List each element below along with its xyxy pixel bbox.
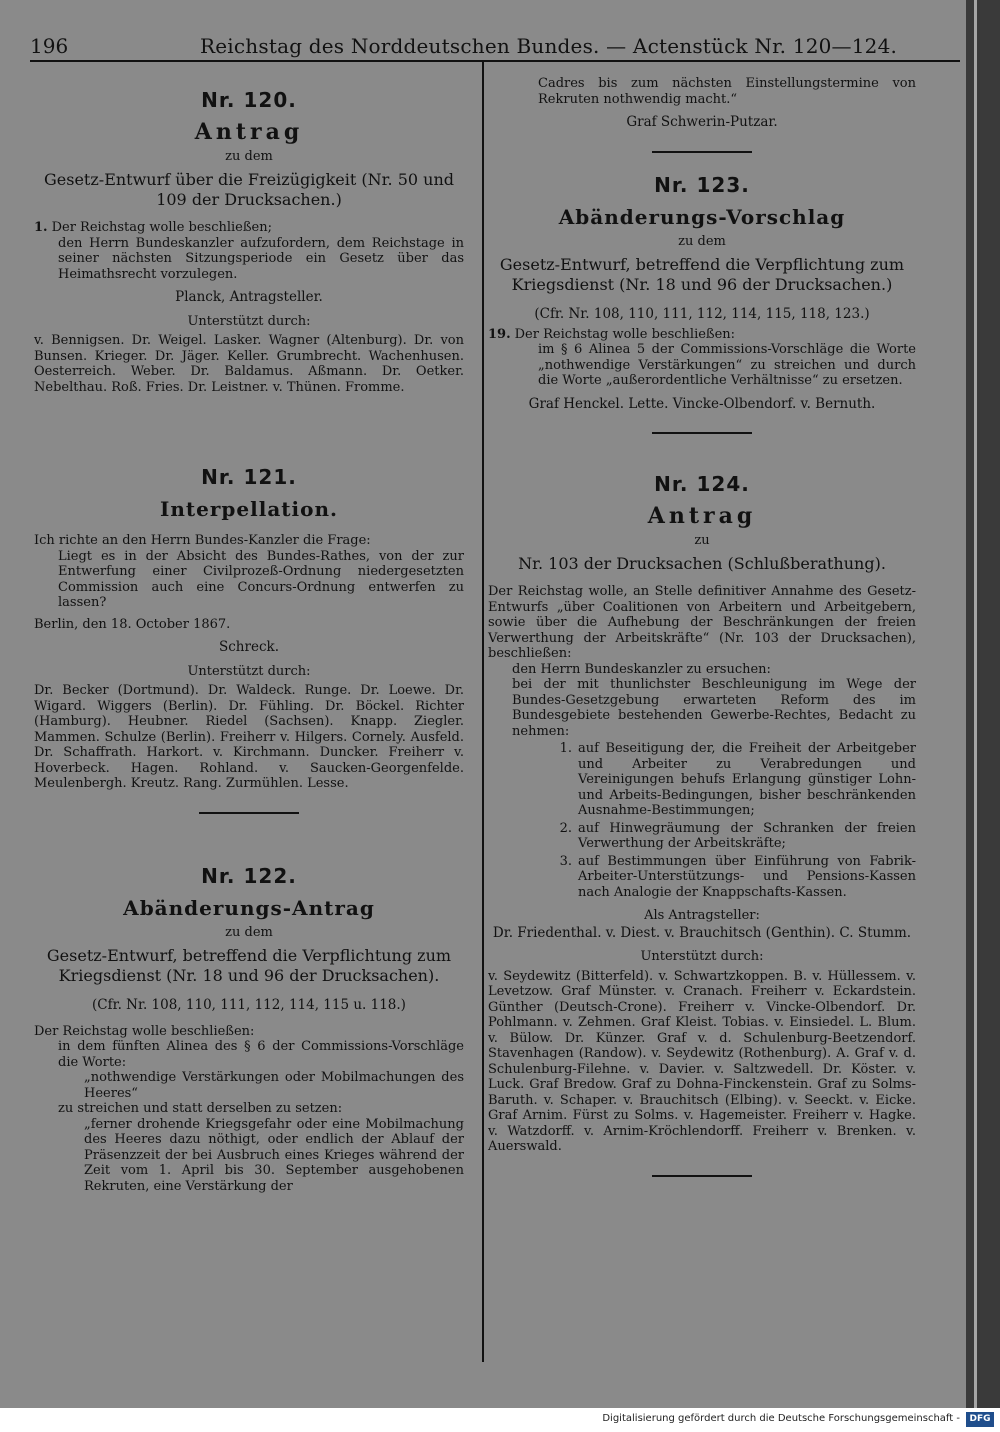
document-nr-124 — [488, 472, 916, 1155]
supported-heading: Unterstützt durch: — [187, 663, 311, 679]
spacer — [488, 434, 916, 472]
document-nr-121 — [34, 465, 464, 792]
cross-reference: (Cfr. Nr. 108, 110, 111, 112, 114, 115, 118, 123.) — [534, 305, 870, 322]
signatures: Graf Henckel. Lette. Vincke-Olbendorf. v. Bernuth. — [528, 395, 876, 412]
paragraph-label: 1. — [34, 220, 48, 235]
section-separator — [652, 1175, 752, 1177]
section-separator — [652, 151, 752, 153]
item-text: auf Hinwegräumung der Schranken der freien Verwerthung der Arbeitskräfte; — [578, 820, 916, 851]
zu-label: zu dem — [225, 149, 273, 164]
document-nr-120 — [34, 88, 464, 395]
item-number: 2. — [559, 820, 572, 836]
supported-heading: Unterstützt durch: — [187, 313, 311, 329]
dfg-logo: DFG — [966, 1412, 994, 1427]
scan-edge — [966, 0, 1000, 1408]
supporters: v. Bennigsen. Dr. Weigel. Lasker. Wagner (Altenburg). Dr. von Bunsen. Krieger. Dr. Jäger. Keller. Grumbrecht. Wachenhusen. Oesterreich. Weber. Dr. Baldamus. Aßmann. Dr. Oetker. Nebelthau. Roß. Fries. Dr. Leistner. v. Thünen. Fromme. — [34, 333, 464, 395]
right-column — [488, 70, 916, 1177]
document-subject: Nr. 103 der Drucksachen (Schlußberathung). — [518, 554, 886, 573]
document-nr-122 — [34, 864, 464, 1195]
paragraph-text: im § 6 Alinea 5 der Commissions-Vorschläge die Worte „nothwendige Verstärkungen“ zu streichen und durch die Worte „außerordentliche Verhältnisse“ zu ersetzen. — [538, 342, 916, 388]
applicants: Dr. Friedenthal. v. Diest. v. Brauchitsch (Genthin). C. Stumm. — [492, 924, 912, 941]
zu-label: zu dem — [678, 233, 726, 249]
cross-reference: (Cfr. Nr. 108, 110, 111, 112, 114, 115 u. 118.) — [92, 996, 406, 1013]
zu-label: zu — [694, 533, 710, 548]
document-number: Nr. 120. — [201, 88, 297, 112]
request-line: den Herrn Bundeskanzler zu ersuchen: — [512, 661, 771, 677]
spacer — [34, 395, 464, 465]
paragraph-intro: Der Reichstag wolle beschließen: — [514, 326, 736, 342]
motion-intro: Der Reichstag wolle, an Stelle definitiver Annahme des Gesetz-Entwurfs „über Coalitionen von Arbeitern und Arbeitgebern, sowie über die Aufhebung der Beschränkungen der freien Verwerthung der Arbeitskräfte“ (Nr. 103 der Drucksachen), beschließen: — [488, 584, 916, 661]
header-rule — [30, 60, 960, 62]
document-subject: Gesetz-Entwurf über die Freizügigkeit (Nr. 50 und 109 der Drucksachen.) — [44, 170, 454, 209]
document-title: Abänderungs-Antrag — [123, 895, 375, 920]
document-title: Interpellation. — [160, 497, 338, 521]
footer-credit: Digitalisierung gefördert durch die Deutsche Forschungsgemeinschaft - — [602, 1413, 960, 1424]
list-item — [548, 854, 916, 901]
continued-text: Cadres bis zum nächsten Einstellungstermine von Rekruten nothwendig macht.“ — [538, 76, 916, 107]
item-number: 3. — [559, 853, 572, 869]
zu-label: zu dem — [225, 924, 273, 940]
request-text: bei der mit thunlichster Beschleunigung im Wege der Bundes-Gesetzgebung erwarteten Reform des im Bundesgebiete bestehenden Gewerbe-Rechtes, Bedacht zu nehmen: — [512, 677, 916, 739]
item-text: auf Bestimmungen über Einführung von Fabrik-Arbeiter-Unterstützungs- und Pensions-Kassen nach Analogie der Knappschafts-Kassen. — [578, 853, 916, 900]
amendment-quote-1: „nothwendige Verstärkungen oder Mobilmachungen des Heeres“ — [84, 1070, 464, 1101]
document-number: Nr. 124. — [654, 472, 750, 496]
document-subject: Gesetz-Entwurf, betreffend die Verpflichtung zum Kriegsdienst (Nr. 18 und 96 der Drucksachen). — [46, 945, 452, 985]
document-title: Antrag — [647, 503, 757, 529]
supporters: Dr. Becker (Dortmund). Dr. Waldeck. Runge. Dr. Loewe. Dr. Wigard. Wiggers (Berlin). Dr. Fühling. Dr. Böckel. Richter (Hamburg). Heubner. Riedel (Sachsen). Knapp. Ziegler. Mammen. Schulze (Berlin). Freiherr v. Hilgers. Cornely. Ausfeld. Dr. Schaffrath. Harkort. v. Kirchmann. Duncker. Freiherr v. Hoverbeck. Hagen. Rohland. v. Saucken-Georgenfelde. Meulenbergh. Kreutz. Rang. Zurmühlen. Lesse. — [34, 683, 464, 791]
document-number: Nr. 123. — [654, 172, 750, 197]
amendment-quote-2: „ferner drohende Kriegsgefahr oder eine Mobilmachung des Heeres dazu nöthigt, oder endlich der Ablauf der Präsenzzeit der bei Ausbruch eines Krieges während der Zeit vom 1. April bis 30. September ausgehobenen Rekruten, eine Verstärkung der — [84, 1116, 464, 1194]
amendment-line-2: zu streichen und statt derselben zu setzen: — [58, 1101, 343, 1116]
document-nr-123 — [488, 173, 916, 413]
item-text: auf Beseitigung der, die Freiheit der Arbeitgeber und Arbeiter zu Verabredungen und Vereinigungen behufs Erlangung günstiger Lohn- und Arbeits-Bedingungen, bisher beschränkenden Ausnahme-Bestimmungen; — [578, 741, 916, 818]
proposal-paragraph — [488, 327, 916, 389]
document-number: Nr. 121. — [201, 465, 297, 489]
applicants-heading: Als Antragsteller: — [644, 908, 760, 923]
date-line: Berlin, den 18. October 1867. — [34, 616, 231, 632]
amendment-text — [34, 1024, 464, 1195]
amendment-intro: Der Reichstag wolle beschließen: — [34, 1023, 255, 1039]
column-rule — [482, 62, 484, 1362]
document-number: Nr. 122. — [201, 863, 297, 888]
signature: Schreck. — [219, 639, 279, 655]
signature: Graf Schwerin-Putzar. — [626, 114, 778, 130]
paragraph-label: 19. — [488, 326, 511, 342]
document-title: Antrag — [194, 119, 304, 145]
spacer — [34, 814, 464, 864]
document-subject: Gesetz-Entwurf, betreffend die Verpflichtung zum Kriegsdienst (Nr. 18 und 96 der Drucksachen.) — [499, 254, 905, 294]
motion-paragraph — [34, 220, 464, 282]
question-text: Liegt es in der Absicht des Bundes-Rathes, von der zur Entwerfung einer Civilprozeß-Ordnung niedergesetzten Commission auch eine Concurs-Ordnung entwerfen zu lassen? — [58, 548, 464, 610]
list-item — [548, 821, 916, 852]
item-number: 1. — [559, 741, 572, 756]
paragraph-text: den Herrn Bundeskanzler aufzufordern, dem Reichstage in seiner nächsten Sitzungsperiode ein Gesetz über das Heimathsrecht vorzulegen. — [58, 235, 464, 282]
paragraph-intro: Der Reichstag wolle beschließen; — [51, 220, 273, 235]
running-title: Reichstag des Norddeutschen Bundes. — Actenstück Nr. 120—124. — [200, 34, 898, 58]
left-column — [34, 70, 464, 1194]
supporters: v. Seydewitz (Bitterfeld). v. Schwartzkoppen. B. v. Hüllessem. v. Levetzow. Graf Münster. v. Cranach. Freiherr v. Eckardstein. Günther (Deutsch-Crone). Freiherr v. Vincke-Olbendorf. Dr. Pohlmann. v. Zehmen. Graf Kleist. Tobias. v. Einsiedel. L. Blum. v. Bülow. Dr. Künzer. Graf v. d. Schulenburg-Beetzendorf. Stavenhagen (Randow). v. Seydewitz (Rothenburg). A. Graf v. d. Schulenburg-Filehne. v. Davier. v. Saltzwedell. Dr. Köster. v. Luck. Graf Bredow. Graf zu Dohna-Finckenstein. Graf zu Solms-Baruth. v. Schaper. v. Brauchitsch (Elbing). v. Seeckt. v. Eicke. Graf Arnim. Fürst zu Solms. v. Hagemeister. Freiherr v. Hagke. v. Watzdorff. v. Arnim-Kröchlendorff. Freiherr v. Brenken. v. Auerswald. — [488, 968, 916, 1154]
supported-heading: Unterstützt durch: — [640, 949, 764, 964]
document-nr-122-continued — [488, 76, 916, 131]
page-header — [30, 32, 960, 60]
amendment-line-1: in dem fünften Alinea des § 6 der Commissions-Vorschläge die Worte: — [58, 1039, 464, 1070]
page-number: 196 — [30, 34, 69, 58]
request-items — [488, 741, 916, 900]
document-title: Abänderungs-Vorschlag — [558, 204, 846, 229]
interpellation-text — [34, 533, 464, 611]
footer-bar — [0, 1408, 1000, 1432]
question-intro: Ich richte an den Herrn Bundes-Kanzler die Frage: — [34, 533, 371, 548]
list-item — [548, 741, 916, 819]
signature: Planck, Antragsteller. — [175, 289, 323, 305]
